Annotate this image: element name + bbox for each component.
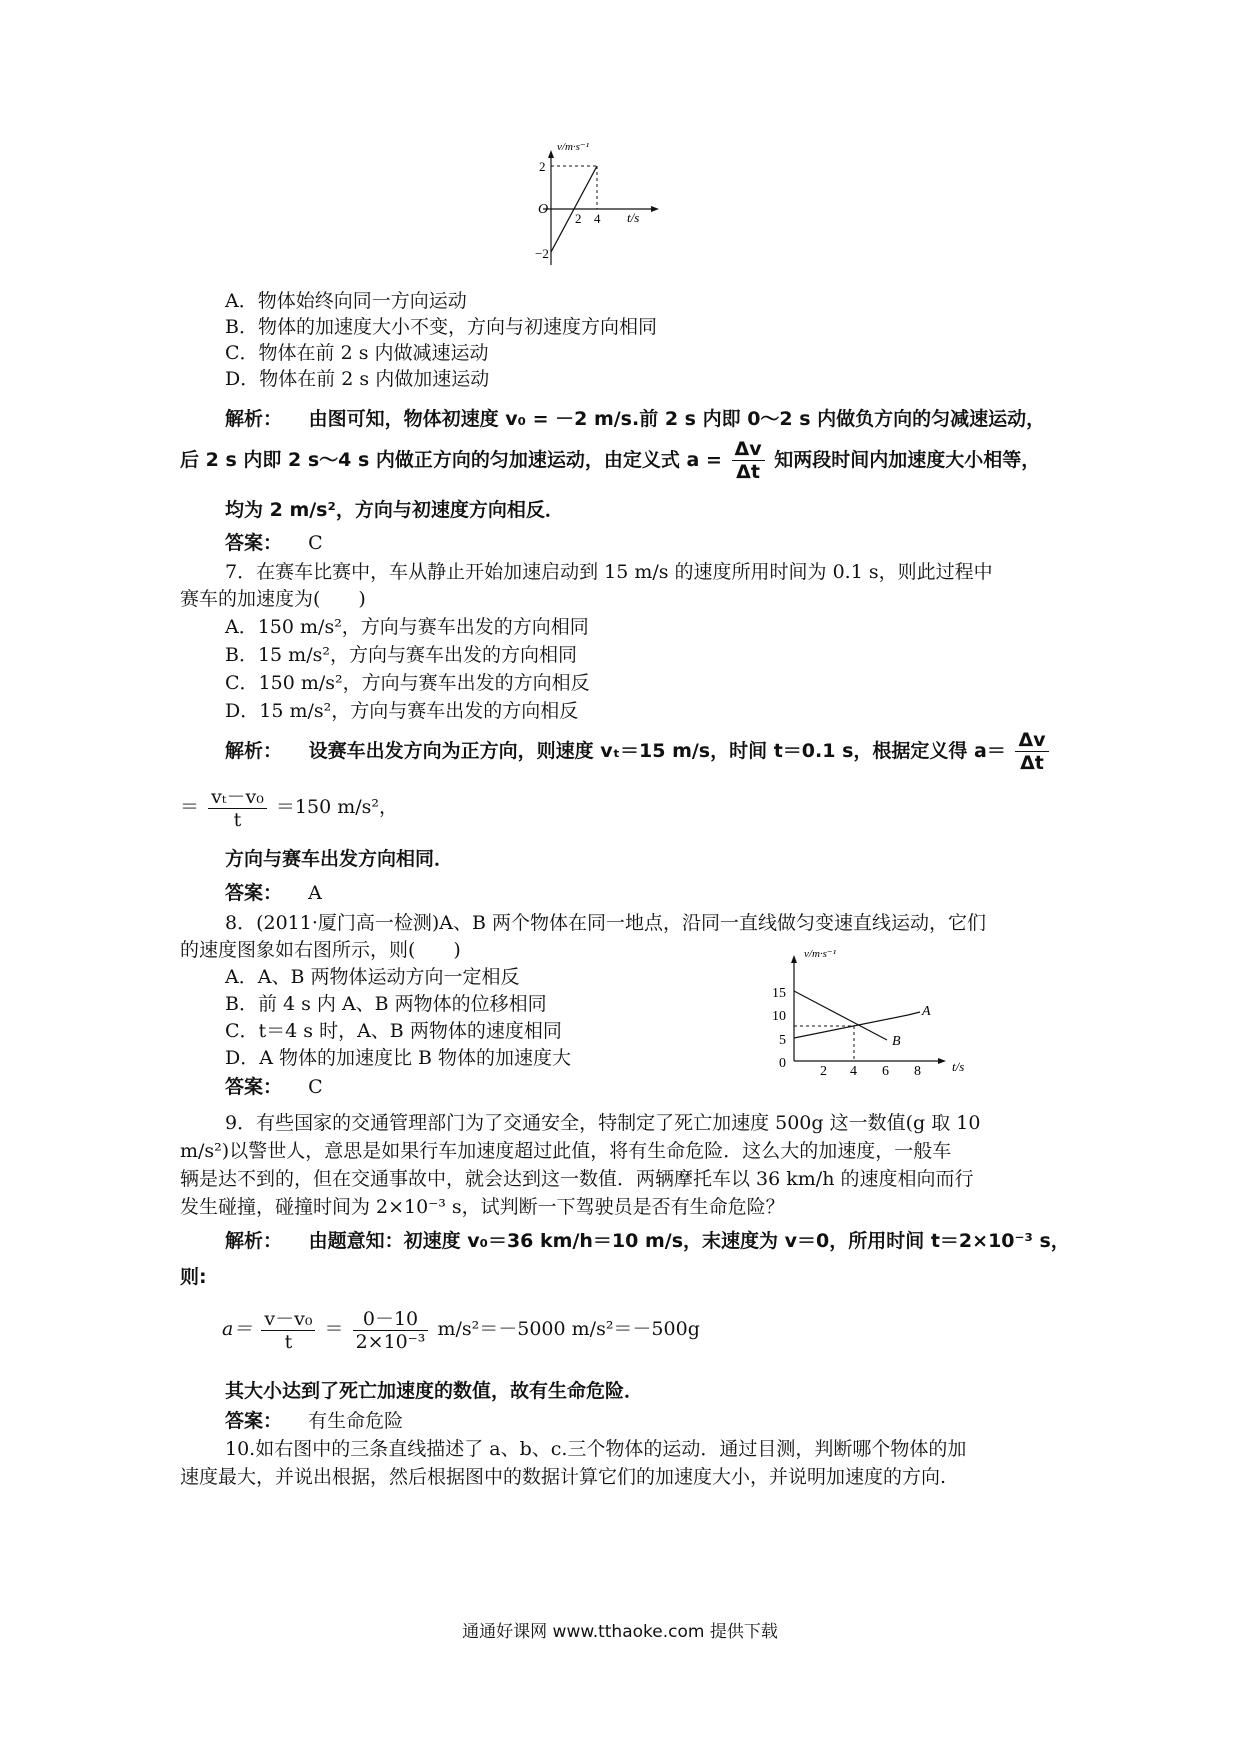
analysis-text: 由题意知：初速度 v₀＝36 km/h＝10 m/s，末速度为 v＝0，所用时间 t＝2×10⁻³ s， bbox=[308, 1230, 1070, 1252]
question-stem: 发生碰撞，碰撞时间为 2×10⁻³ s，试判断一下驾驶员是否有生命危险？ bbox=[180, 1196, 785, 1218]
fraction-denominator: 2×10⁻³ bbox=[355, 1330, 426, 1353]
analysis-label: 解析： bbox=[225, 740, 283, 762]
question-stem: m/s²)以警世人，意思是如果行车加速度超过此值，将有生命危险．这么大的加速度，一般车 bbox=[180, 1140, 952, 1162]
graph1-y-label: v/m·s⁻¹ bbox=[557, 141, 590, 153]
option-c: C．物体在前 2 s 内做减速运动 bbox=[225, 342, 489, 364]
question-stem: 辆是达不到的，但在交通事故中，就会达到这一数值．两辆摩托车以 36 km/h 的速度相向而行 bbox=[180, 1168, 974, 1190]
analysis-text: 则: bbox=[180, 1266, 207, 1288]
line-a-label: A bbox=[922, 1004, 931, 1019]
velocity-time-graph-2 bbox=[770, 945, 985, 1075]
fraction bbox=[208, 786, 267, 831]
analysis-text: 后 2 s 内即 2 s～4 s 内做正方向的匀加速运动，由定义式 a = bbox=[180, 449, 722, 471]
line-a bbox=[794, 1015, 908, 1038]
analysis-text: 设赛车出发方向为正方向，则速度 vₜ＝15 m/s，时间 t＝0.1 s，根据定义得 a＝ bbox=[308, 740, 1006, 762]
answer-value: A bbox=[308, 882, 322, 904]
answer-value: C bbox=[308, 532, 323, 554]
graph1-x-tick: 4 bbox=[594, 211, 601, 226]
graph1-y-tick: −2 bbox=[535, 246, 549, 261]
option-d: D．A 物体的加速度比 B 物体的加速度大 bbox=[225, 1047, 572, 1069]
analysis-line bbox=[225, 728, 1052, 774]
answer-label: 答案： bbox=[225, 532, 283, 554]
question-stem: 的速度图象如右图所示，则( ) bbox=[180, 939, 461, 961]
option-a: A．150 m/s²，方向与赛车出发的方向相同 bbox=[225, 616, 589, 638]
formula-line: ＝ $\frac{\text{vₜ－v₀}}{t}$ ＝150 m/s²， bbox=[180, 785, 398, 831]
fraction bbox=[353, 1308, 429, 1353]
fraction bbox=[1015, 729, 1048, 774]
option-d: D．15 m/s²，方向与赛车出发的方向相反 bbox=[225, 700, 579, 722]
fraction bbox=[261, 1308, 315, 1353]
option-a: A．A、B 两物体运动方向一定相反 bbox=[225, 966, 520, 988]
option-d: D．物体在前 2 s 内做加速运动 bbox=[225, 368, 490, 390]
option-a: A．物体始终向同一方向运动 bbox=[225, 290, 467, 312]
page-footer: 通通好课网 www.tthaoke.com 提供下载 bbox=[462, 1622, 778, 1642]
graph1-x-tick: 2 bbox=[575, 211, 582, 226]
answer-value: C bbox=[308, 1076, 323, 1098]
fraction-numerator: Δv bbox=[1015, 729, 1048, 752]
graph2-y-tick: 10 bbox=[772, 1009, 786, 1024]
analysis-text: 方向与赛车出发方向相同． bbox=[225, 848, 454, 870]
answer-line bbox=[225, 1408, 403, 1434]
line-b bbox=[794, 991, 887, 1040]
graph1-x-label: t/s bbox=[627, 210, 640, 225]
velocity-time-graph-1 bbox=[535, 140, 675, 285]
answer-label: 答案： bbox=[225, 1076, 283, 1098]
question-stem: 速度最大，并说出根据，然后根据图中的数据计算它们的加速度大小，并说明加速度的方向. bbox=[180, 1466, 947, 1488]
fraction-numerator: v－v₀ bbox=[261, 1308, 315, 1331]
analysis-line bbox=[225, 1228, 1070, 1254]
answer-value: 有生命危险 bbox=[308, 1410, 404, 1432]
fraction-denominator: Δt bbox=[736, 461, 760, 483]
option-c: C．t＝4 s 时，A、B 两物体的速度相同 bbox=[225, 1020, 562, 1042]
analysis-text: 均为 2 m/s²，方向与初速度方向相反． bbox=[225, 499, 564, 521]
question-stem: 8．(2011·厦门高一检测)A、B 两个物体在同一地点，沿同一直线做匀变速直线运动，它们 bbox=[225, 912, 987, 934]
formula-lhs: a＝ bbox=[222, 1318, 253, 1340]
option-b: B．物体的加速度大小不变，方向与初速度方向相同 bbox=[225, 316, 657, 338]
formula-result: m/s²＝－5000 m/s²＝－500g bbox=[437, 1318, 700, 1340]
graph2-x-label: t/s bbox=[952, 1059, 965, 1074]
analysis-text: 由图可知，物体初速度 v₀ = －2 m/s.前 2 s 内即 0～2 s 内做负方向的匀减速运动， bbox=[308, 408, 1046, 430]
graph2-x-tick: 6 bbox=[882, 1064, 889, 1075]
fraction-numerator: vₜ－v₀ bbox=[208, 786, 267, 809]
answer-label: 答案： bbox=[225, 882, 283, 904]
analysis-label: 解析： bbox=[225, 1230, 283, 1252]
analysis-text: 其大小达到了死亡加速度的数值，故有生命危险． bbox=[225, 1380, 644, 1402]
graph2-x-tick: 8 bbox=[914, 1064, 921, 1075]
answer-line bbox=[225, 1074, 323, 1100]
answer-line bbox=[225, 530, 323, 556]
fraction-denominator: t bbox=[233, 808, 242, 831]
fraction bbox=[732, 438, 765, 483]
formula-result: ＝150 m/s²， bbox=[275, 796, 398, 818]
analysis-line bbox=[180, 437, 1040, 483]
fraction-denominator: t bbox=[284, 1330, 293, 1353]
graph2-y-tick: 15 bbox=[772, 986, 786, 1001]
graph1-origin: O bbox=[538, 202, 549, 217]
option-b: B．15 m/s²，方向与赛车出发的方向相同 bbox=[225, 644, 577, 666]
graph2-x-tick: 2 bbox=[820, 1064, 827, 1075]
question-stem: 7．在赛车比赛中，车从静止开始加速启动到 15 m/s 的速度所用时间为 0.1 s，则此过程中 bbox=[225, 561, 993, 583]
question-stem: 10.如右图中的三条直线描述了 a、b、c.三个物体的运动．通过目测，判断哪个物体的加 bbox=[225, 1438, 967, 1460]
graph2-y-tick: 0 bbox=[779, 1056, 786, 1071]
answer-label: 答案： bbox=[225, 1410, 283, 1432]
fraction-denominator: Δt bbox=[1020, 752, 1044, 774]
analysis-line bbox=[225, 406, 1045, 432]
option-c: C．150 m/s²，方向与赛车出发的方向相反 bbox=[225, 672, 590, 694]
line-b-label: B bbox=[892, 1034, 901, 1049]
question-stem: 9．有些国家的交通管理部门为了交通安全，特制定了死亡加速度 500g 这一数值(g 取 10 bbox=[225, 1112, 981, 1134]
fraction-numerator: Δv bbox=[732, 438, 765, 461]
analysis-label: 解析： bbox=[225, 408, 283, 430]
fraction-numerator: 0－10 bbox=[353, 1308, 429, 1331]
graph1-y-tick: 2 bbox=[539, 159, 546, 174]
question-stem: 赛车的加速度为( ) bbox=[180, 588, 366, 610]
graph2-x-tick: 4 bbox=[850, 1064, 857, 1075]
graph2-y-tick: 5 bbox=[779, 1033, 786, 1048]
answer-line bbox=[225, 880, 322, 906]
analysis-text: 知两段时间内加速度大小相等， bbox=[774, 449, 1041, 471]
formula-line: a＝ $\frac{\text{v－v₀}}{t}$ ＝ $\frac{0-10}{\text{2×10⁻³}}$ m/s²＝－5000 m/s²＝－500g bbox=[222, 1307, 700, 1353]
graph2-y-label: v/m·s⁻¹ bbox=[804, 948, 837, 960]
option-b: B．前 4 s 内 A、B 两物体的位移相同 bbox=[225, 993, 547, 1015]
